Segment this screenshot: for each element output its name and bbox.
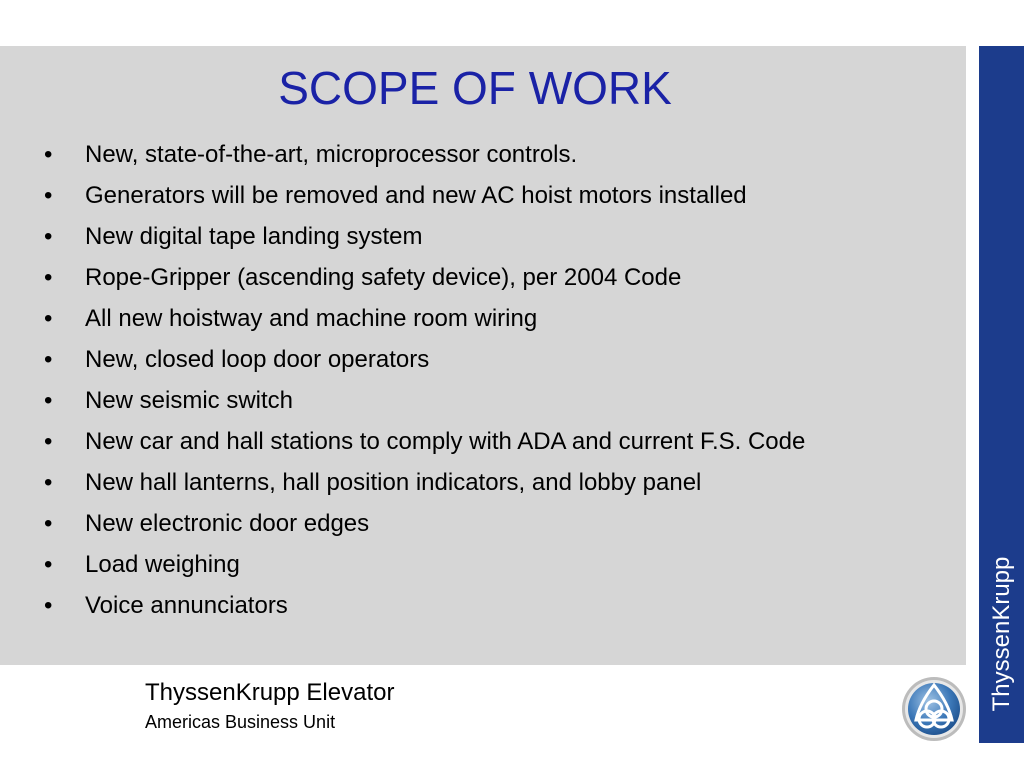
list-item — [44, 175, 959, 216]
bullet-text: Load weighing — [85, 551, 240, 578]
bullet-text: New digital tape landing system — [85, 223, 423, 250]
bullet-text: New hall lanterns, hall position indicators, and lobby panel — [85, 469, 702, 496]
bullet-text: All new hoistway and machine room wiring — [85, 305, 538, 332]
list-item — [44, 462, 959, 503]
bullet-text: New electronic door edges — [85, 510, 370, 537]
list-item — [44, 380, 959, 421]
bullet-text: New car and hall stations to comply with ADA and current F.S. Code — [85, 428, 806, 455]
slide-title: SCOPE OF WORK — [278, 62, 672, 114]
list-item — [44, 544, 959, 585]
list-item — [44, 134, 959, 175]
bullet-text: Voice annunciators — [85, 592, 288, 619]
bullet-text: Generators will be removed and new AC hoist motors installed — [85, 182, 747, 209]
bullet-icon: • — [44, 428, 53, 455]
list-item — [44, 298, 959, 339]
footer-unit: Americas Business Unit — [145, 712, 336, 732]
bullet-text: New seismic switch — [85, 387, 294, 414]
bullet-icon: • — [44, 592, 53, 619]
list-item — [44, 421, 959, 462]
bullet-icon: • — [44, 141, 53, 168]
bullet-icon: • — [44, 469, 53, 496]
thyssenkrupp-rings-logo-icon — [901, 676, 967, 742]
bullet-icon: • — [44, 182, 53, 209]
bullet-icon: • — [44, 551, 53, 578]
bullet-text: Rope-Gripper (ascending safety device), per 2004 Code — [85, 264, 682, 291]
list-item — [44, 216, 959, 257]
bullet-list — [44, 134, 959, 626]
bullet-text: New, closed loop door operators — [85, 346, 430, 373]
list-item — [44, 257, 959, 298]
list-item — [44, 585, 959, 626]
bullet-icon: • — [44, 346, 53, 373]
bullet-text: New, state-of-the-art, microprocessor controls. — [85, 141, 578, 168]
bullet-icon: • — [44, 510, 53, 537]
bullet-icon: • — [44, 264, 53, 291]
bullet-icon: • — [44, 223, 53, 250]
list-item — [44, 339, 959, 380]
bullet-icon: • — [44, 305, 53, 332]
footer-company: ThyssenKrupp Elevator — [145, 679, 395, 706]
sidebar-brand-text: ThyssenKrupp — [988, 556, 1015, 712]
bullet-icon: • — [44, 387, 53, 414]
list-item — [44, 503, 959, 544]
